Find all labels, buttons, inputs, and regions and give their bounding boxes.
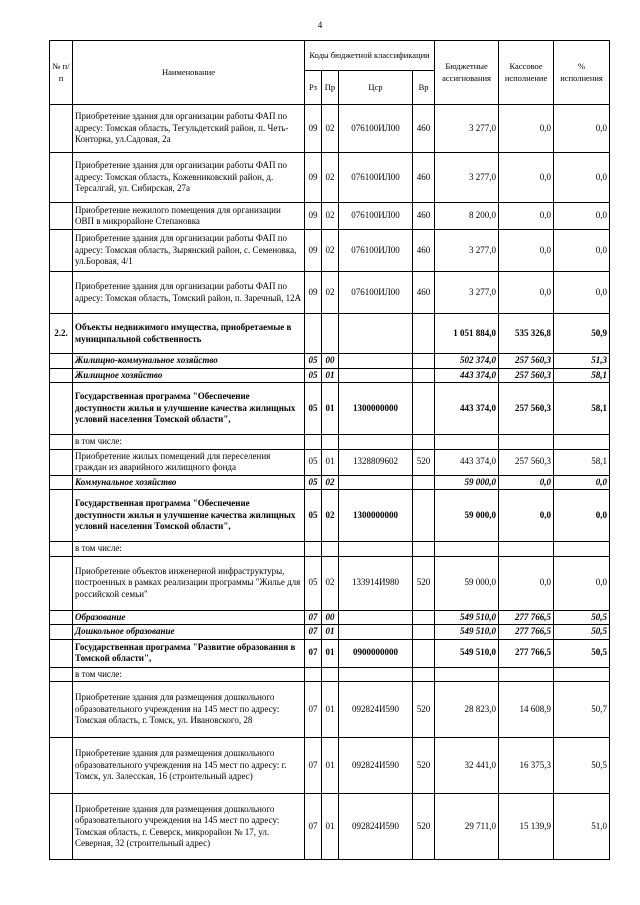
row-vr: 520 [413,794,435,860]
row-vr [413,667,435,682]
row-cash: 257 560,3 [499,354,554,369]
row-pr: 01 [322,625,339,640]
row-csr: 092824И590 [339,794,413,860]
row-csr: 092824И590 [339,738,413,794]
row-budget: 443 374,0 [435,449,499,475]
row-vr: 460 [413,272,435,314]
row-csr [339,542,413,557]
row-cash [499,542,554,557]
row-rz: 07 [305,682,322,738]
row-budget: 59 000,0 [435,556,499,610]
row-name: Жилищное хозяйство [73,368,305,383]
row-rz: 05 [305,475,322,490]
row-number [50,556,73,610]
row-csr: 0900000000 [339,639,413,667]
row-rz [305,542,322,557]
row-cash [499,435,554,450]
row-vr [413,490,435,542]
row-pct: 0,0 [554,490,610,542]
row-pr: 02 [322,490,339,542]
row-budget [435,667,499,682]
row-number [50,449,73,475]
row-number [50,272,73,314]
row-pr: 00 [322,610,339,625]
row-rz: 09 [305,203,322,230]
table-row [50,475,610,490]
row-pr [322,667,339,682]
row-csr [339,475,413,490]
row-vr: 460 [413,230,435,272]
row-csr [339,435,413,450]
row-pct: 0,0 [554,556,610,610]
row-number [50,368,73,383]
row-pr: 02 [322,230,339,272]
row-number [50,230,73,272]
row-number [50,490,73,542]
header-cash: Кассовое исполнение [499,41,554,105]
row-pct [554,667,610,682]
row-rz: 07 [305,794,322,860]
table-body [50,105,610,860]
header-csr: Цср [339,71,413,105]
row-name: Приобретение здания для организации работы ФАП по адресу: Томская область, Томский район, п. Заречный, 12А [73,272,305,314]
row-rz: 07 [305,625,322,640]
row-name: Приобретение здания для организации работы ФАП по адресу: Томская область, Зырянский район, с. Семеновка, ул.Боровая, 4/1 [73,230,305,272]
row-budget: 549 510,0 [435,639,499,667]
table-row [50,738,610,794]
row-number [50,682,73,738]
row-pct [554,435,610,450]
row-csr: 1328809602 [339,449,413,475]
table-row [50,203,610,230]
row-budget: 32 441,0 [435,738,499,794]
row-pct: 51,0 [554,794,610,860]
row-csr [339,368,413,383]
row-pr: 02 [322,105,339,153]
row-pr: 01 [322,449,339,475]
row-vr: 520 [413,682,435,738]
row-csr [339,354,413,369]
table-row [50,435,610,450]
row-cash: 257 560,3 [499,449,554,475]
row-number [50,794,73,860]
row-cash: 277 766,5 [499,610,554,625]
row-pr: 01 [322,738,339,794]
row-pct: 0,0 [554,230,610,272]
row-rz [305,314,322,354]
row-number [50,625,73,640]
row-name: Приобретение здания для размещения дошкольного образовательного учреждения на 145 мест по адресу: Томская область, г. Северск, микрорайон № 17, ул. Северная, 32 (строительный адрес) [73,794,305,860]
row-name: Государственная программа "Обеспечение доступности жилья и улучшение качества жилищных условий населения Томской области", [73,490,305,542]
row-rz: 05 [305,490,322,542]
table-row [50,272,610,314]
row-name: в том числе: [73,435,305,450]
header-codes: Коды бюджетной классификации [305,41,435,71]
row-rz: 07 [305,639,322,667]
row-number: 2.2. [50,314,73,354]
row-budget: 59 000,0 [435,490,499,542]
row-budget: 28 823,0 [435,682,499,738]
row-vr: 520 [413,449,435,475]
row-pct: 50,7 [554,682,610,738]
row-pct: 0,0 [554,475,610,490]
row-pr: 02 [322,475,339,490]
row-number [50,610,73,625]
row-pct: 58,1 [554,368,610,383]
row-csr [339,314,413,354]
row-cash: 0,0 [499,230,554,272]
row-budget: 29 711,0 [435,794,499,860]
row-cash: 257 560,3 [499,368,554,383]
row-rz [305,667,322,682]
row-vr: 520 [413,738,435,794]
row-vr [413,475,435,490]
table-row [50,230,610,272]
row-rz: 05 [305,354,322,369]
row-csr: 076100ИЛ00 [339,153,413,203]
table-row [50,368,610,383]
row-csr: 076100ИЛ00 [339,230,413,272]
row-number [50,203,73,230]
row-name: Жилищно-коммунальное хозяйство [73,354,305,369]
row-pr: 02 [322,153,339,203]
row-pct: 50,5 [554,625,610,640]
row-cash: 15 139,9 [499,794,554,860]
row-rz: 09 [305,272,322,314]
table-row [50,383,610,435]
row-budget: 549 510,0 [435,610,499,625]
row-cash: 277 766,5 [499,625,554,640]
row-vr: 460 [413,105,435,153]
row-budget: 502 374,0 [435,354,499,369]
row-pr: 01 [322,383,339,435]
row-csr: 076100ИЛ00 [339,203,413,230]
table-header [50,41,610,105]
row-name: Образование [73,610,305,625]
row-rz: 05 [305,449,322,475]
table-row [50,682,610,738]
table-row [50,314,610,354]
row-name: в том числе: [73,542,305,557]
row-vr: 520 [413,556,435,610]
row-number [50,153,73,203]
row-csr [339,667,413,682]
row-name: Приобретение жилых помещений для переселения граждан из аварийного жилищного фонда [73,449,305,475]
row-name: в том числе: [73,667,305,682]
table-row [50,105,610,153]
row-pr [322,542,339,557]
table-row [50,354,610,369]
row-name: Приобретение здания для организации работы ФАП по адресу: Томская область, Тегульдетский район, п. Четь-Конторка, ул.Садовая, 2а [73,105,305,153]
row-pr [322,314,339,354]
row-cash: 257 560,3 [499,383,554,435]
row-budget: 443 374,0 [435,368,499,383]
row-csr: 076100ИЛ00 [339,105,413,153]
row-csr: 076100ИЛ00 [339,272,413,314]
header-rz: Рз [305,71,322,105]
row-budget: 8 200,0 [435,203,499,230]
row-vr: 460 [413,153,435,203]
row-budget: 443 374,0 [435,383,499,435]
row-pct [554,542,610,557]
row-pr: 00 [322,354,339,369]
row-cash: 16 375,3 [499,738,554,794]
row-cash: 0,0 [499,475,554,490]
row-rz: 05 [305,383,322,435]
row-pct: 0,0 [554,203,610,230]
row-number [50,738,73,794]
row-cash: 0,0 [499,272,554,314]
header-pct: % исполнения [554,41,610,105]
row-pr: 01 [322,639,339,667]
table-row [50,610,610,625]
row-number [50,383,73,435]
row-rz: 09 [305,153,322,203]
row-cash: 277 766,5 [499,639,554,667]
row-pr [322,435,339,450]
row-cash: 0,0 [499,556,554,610]
row-cash: 0,0 [499,105,554,153]
row-cash: 14 608,9 [499,682,554,738]
row-budget [435,435,499,450]
row-rz: 09 [305,230,322,272]
header-vr: Вр [413,71,435,105]
row-vr [413,314,435,354]
row-cash: 535 326,8 [499,314,554,354]
header-name: Наименование [73,41,305,105]
row-number [50,475,73,490]
row-name: Приобретение нежилого помещения для организации ОВП в микрорайоне Степановка [73,203,305,230]
row-budget: 3 277,0 [435,153,499,203]
table-row [50,667,610,682]
row-vr [413,368,435,383]
row-name: Приобретение здания для организации работы ФАП по адресу: Томская область, Кожевниковский район, д. Терсалгай, ул. Сибирская, 27а [73,153,305,203]
row-budget: 1 051 884,0 [435,314,499,354]
row-budget: 549 510,0 [435,625,499,640]
row-csr: 092824И590 [339,682,413,738]
row-budget: 3 277,0 [435,230,499,272]
row-pct: 51,3 [554,354,610,369]
row-csr [339,610,413,625]
row-pr: 01 [322,368,339,383]
row-budget: 3 277,0 [435,105,499,153]
table-row [50,794,610,860]
row-rz: 05 [305,368,322,383]
row-pr: 02 [322,203,339,230]
row-rz: 07 [305,738,322,794]
row-rz: 07 [305,610,322,625]
row-name: Государственная программа "Обеспечение доступности жилья и улучшение качества жилищных условий населения Томской области", [73,383,305,435]
row-number [50,639,73,667]
row-name: Приобретение здания для размещения дошкольного образовательного учреждения на 145 мест по адресу: г. Томск, ул. Залесская, 16 (строительный адрес) [73,738,305,794]
row-number [50,105,73,153]
row-csr: 1300000000 [339,490,413,542]
row-pct: 50,5 [554,610,610,625]
table-row [50,556,610,610]
row-pct: 58,1 [554,383,610,435]
row-pr: 01 [322,794,339,860]
row-pct: 0,0 [554,153,610,203]
row-pct: 50,5 [554,639,610,667]
row-rz: 05 [305,556,322,610]
row-csr [339,625,413,640]
row-pr: 02 [322,272,339,314]
row-rz: 09 [305,105,322,153]
table-row [50,449,610,475]
row-name: Государственная программа "Развитие образования в Томской области", [73,639,305,667]
header-pr: Пр [322,71,339,105]
row-vr [413,542,435,557]
row-pct: 50,5 [554,738,610,794]
row-rz [305,435,322,450]
row-budget: 3 277,0 [435,272,499,314]
row-name: Приобретение здания для размещения дошкольного образовательного учреждения на 145 мест по адресу: Томская область, г. Томск, ул. Ивановского, 28 [73,682,305,738]
row-vr: 460 [413,203,435,230]
row-number [50,354,73,369]
table-row [50,153,610,203]
row-cash [499,667,554,682]
row-name: Дошкольное образование [73,625,305,640]
row-cash: 0,0 [499,490,554,542]
row-budget: 59 000,0 [435,475,499,490]
row-pr: 01 [322,682,339,738]
table-row [50,542,610,557]
row-name: Коммунальное хозяйство [73,475,305,490]
row-vr [413,354,435,369]
row-vr [413,435,435,450]
table-row [50,625,610,640]
row-cash: 0,0 [499,203,554,230]
row-vr [413,383,435,435]
row-csr: 133914И980 [339,556,413,610]
page-number: 4 [317,20,323,30]
row-number [50,542,73,557]
budget-table [49,40,610,860]
row-pr: 02 [322,556,339,610]
row-name: Объекты недвижимого имущества, приобретаемые в муниципальной собственность [73,314,305,354]
row-pct: 0,0 [554,272,610,314]
row-pct: 58,1 [554,449,610,475]
row-cash: 0,0 [499,153,554,203]
row-name: Приобретение объектов инженерной инфраструктуры, построенных в рамках реализации программы "Жилье для российской семьи" [73,556,305,610]
row-vr [413,610,435,625]
table-row [50,639,610,667]
row-number [50,435,73,450]
row-csr: 1300000000 [339,383,413,435]
row-pct: 50,9 [554,314,610,354]
row-budget [435,542,499,557]
row-vr [413,625,435,640]
row-number [50,667,73,682]
table-row [50,490,610,542]
row-vr [413,639,435,667]
header-num: № п/п [50,41,73,105]
header-budget: Бюджетные ассигнования [435,41,499,105]
row-pct: 0,0 [554,105,610,153]
